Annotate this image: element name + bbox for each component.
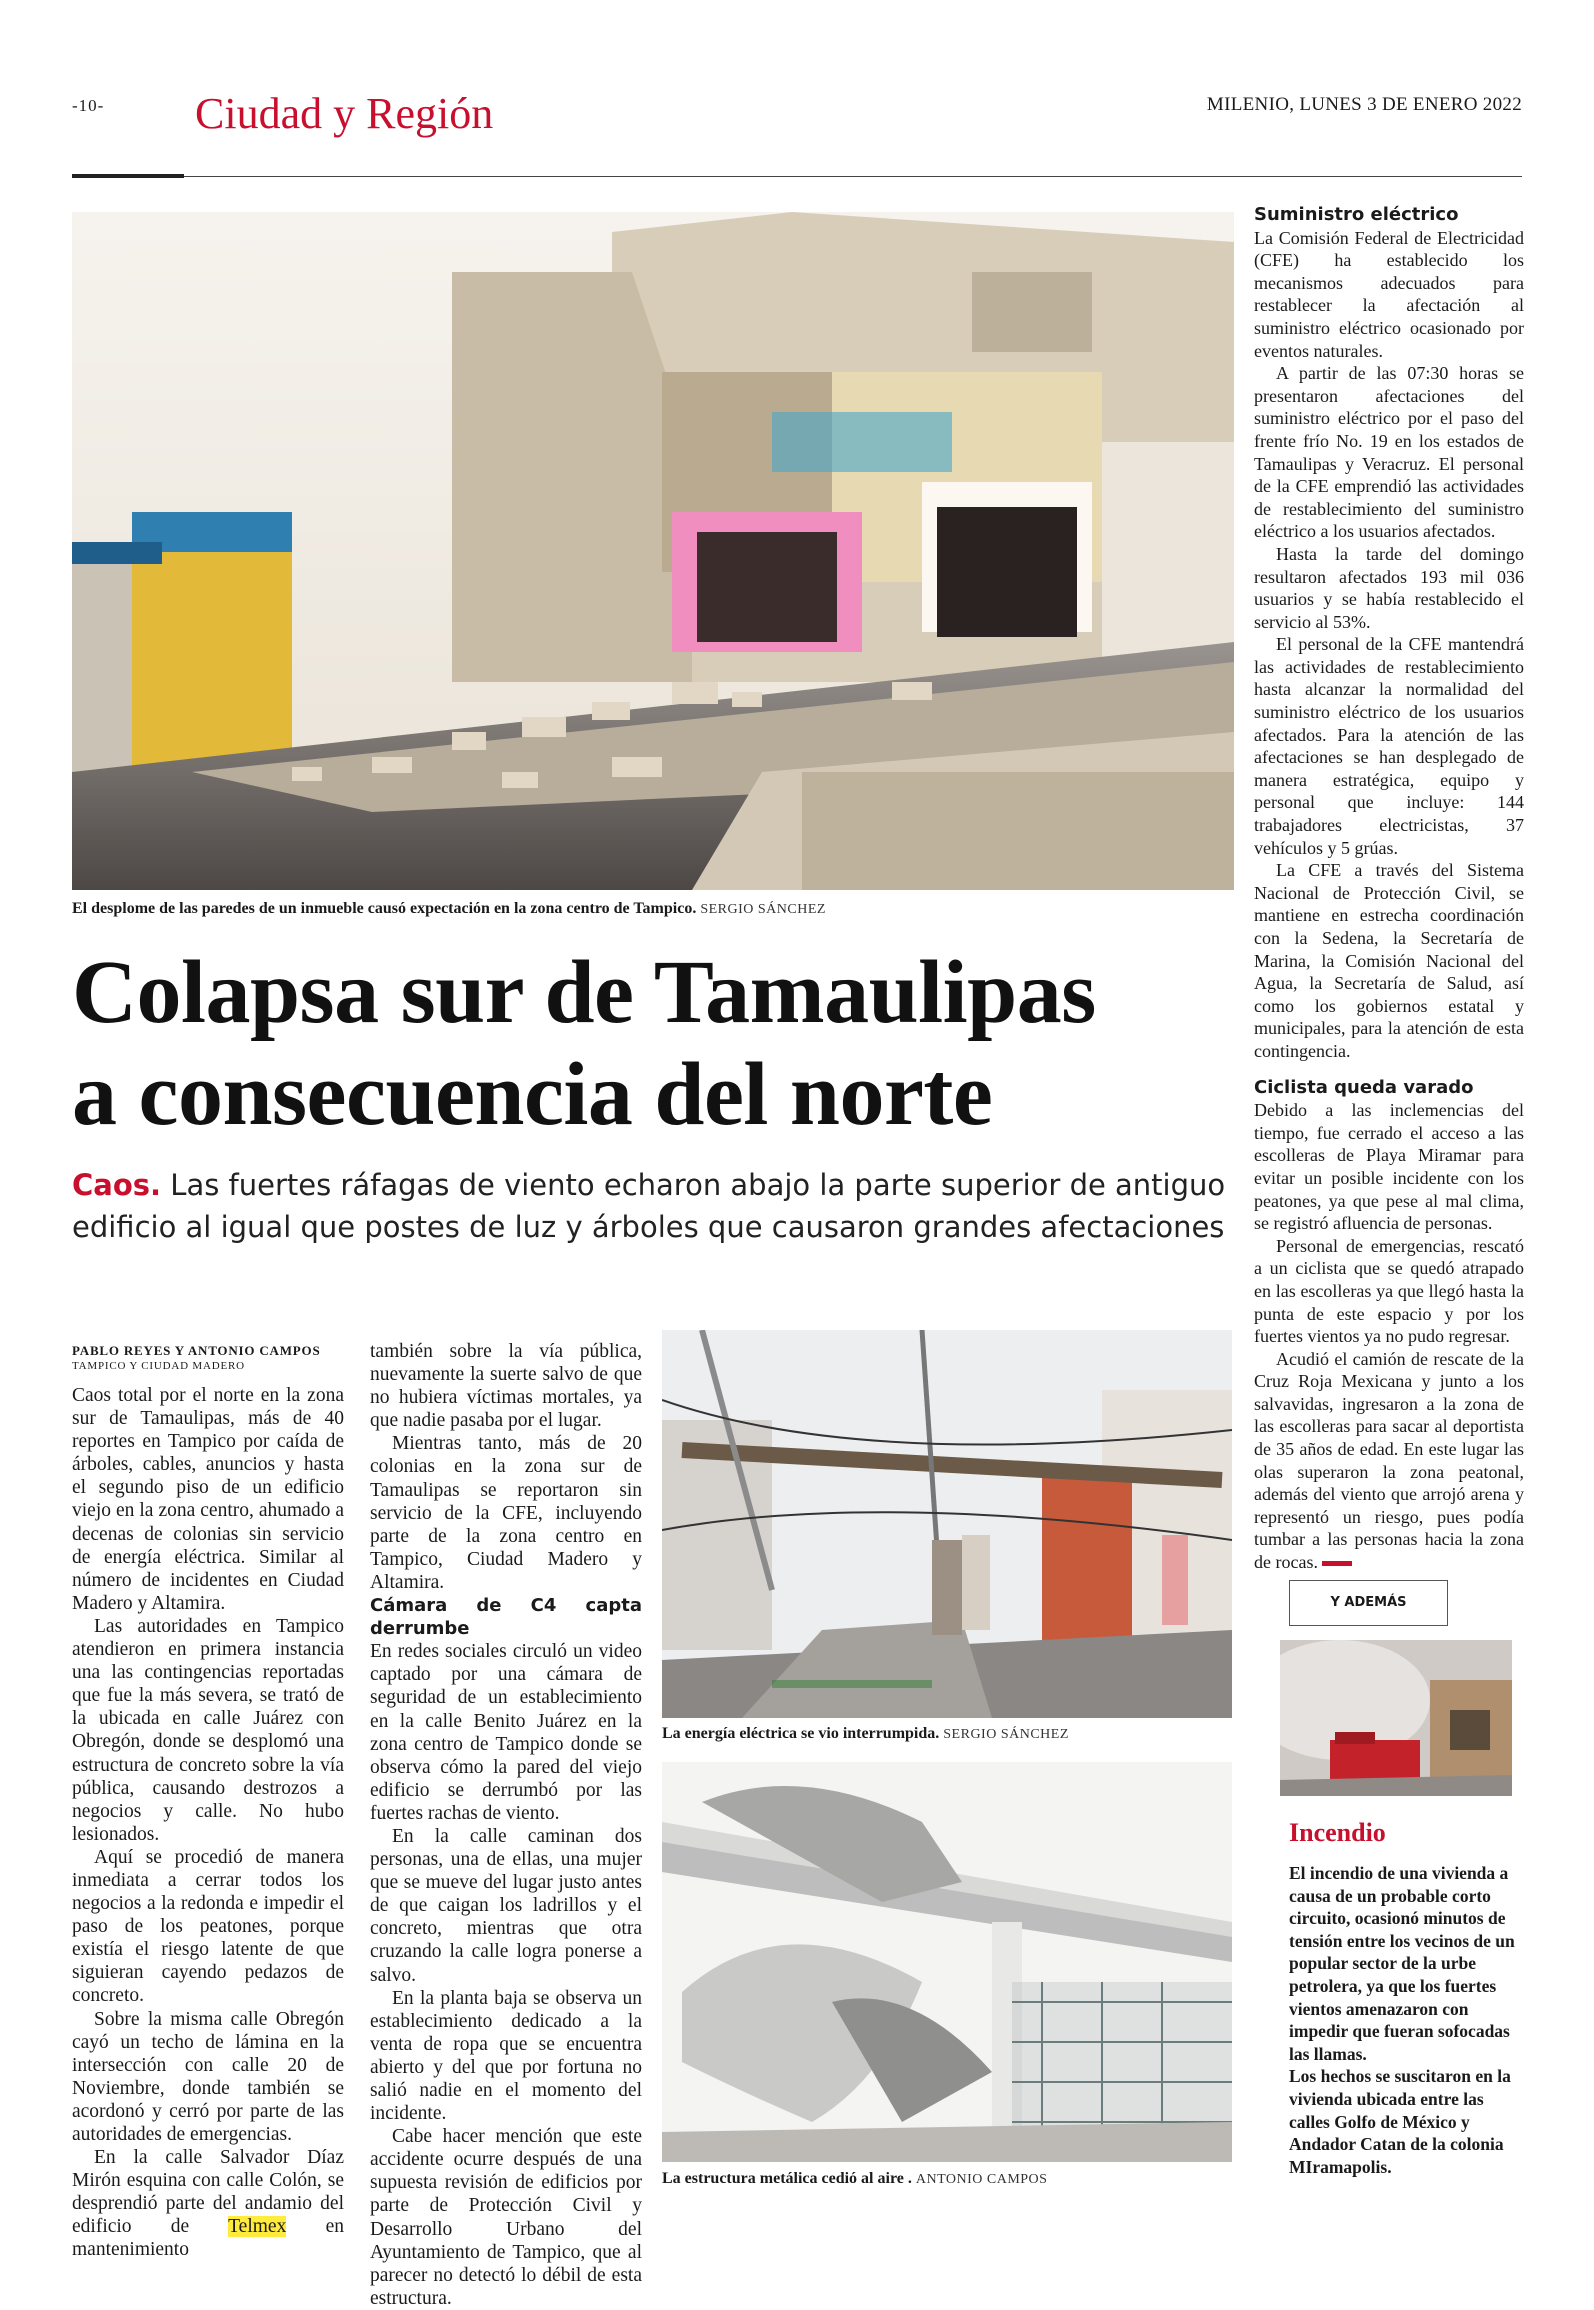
headline bbox=[72, 942, 1252, 1146]
sidebar-column bbox=[1254, 204, 1524, 1574]
paragraph: En la planta baja se observa un establecimiento dedicado a la venta de ropa que se encuentra abierto y del que por fortuna no salió nadie en el momento del incidente. bbox=[370, 1987, 642, 2125]
paragraph: Cabe hacer mención que este accidente ocurre después de una supuesta revisión de edificios por parte de Protección Civil y Desarrollo Urbano del Ayuntamiento de Tampico, que al parecer no detectó lo débil de esta estructura. bbox=[370, 2126, 642, 2309]
sidebar-subhead: Ciclista queda varado bbox=[1254, 1076, 1474, 1098]
paragraph bbox=[1254, 1348, 1524, 1574]
metal-structure-photo bbox=[662, 1762, 1232, 2162]
subhead: Cámara de C4 capta derrumbe bbox=[370, 1595, 642, 1640]
caption-text: La energía eléctrica se vio interrumpida. bbox=[662, 1725, 940, 1742]
paragraph: La Comisión Federal de Electricidad (CFE) ha establecido los mecanismos adecuados para restablecer la afectación al suministro eléctrico ocasionado por eventos naturales. bbox=[1254, 227, 1524, 361]
paragraph: En redes sociales circuló un video captado por una cámara de seguridad de un establecimiento en la calle Benito Juárez en la zona centro de Tampico donde se observa cómo la pared del viejo edificio se derrumbó por las fuertes rachas de viento. bbox=[370, 1641, 642, 1824]
paragraph: La CFE a través del Sistema Nacional de Protección Civil, se mantiene en estrecha coordinación con la Sedena, la Secretaría de Marina, la Comisión Nacional del Agua, la Secretaría de Salud, así como los gobiernos estatal y municipales, para la atención de esta contingencia. bbox=[1254, 860, 1524, 1061]
paragraph: Personal de emergencias, rescató a un ciclista que se quedó atrapado en las escolleras ya que llegó hasta la punta de este espacio y por los fuertes vientos ya no pudo regresar. bbox=[1254, 1235, 1524, 1347]
paragraph-text: En la calle Salvador Díaz Mirón esquina con calle Colón, se desprendió parte del andamio del edificio de bbox=[72, 2147, 344, 2238]
highlighted-word: Telmex bbox=[228, 2216, 287, 2238]
dek bbox=[72, 1164, 1252, 1248]
incendio-paragraph: Los hechos se suscitaron en la vivienda ubicada entre las calles Golfo de México y Andador Catan de la colonia MIramapolis. bbox=[1289, 2066, 1511, 2177]
paragraph: Aquí se procedió de manera inmediata a cerrar todos los negocios a la redonda e impedir el paso de los peatones, porque existía el riesgo latente de que siguieran cayendo pedazos de concreto. bbox=[72, 1846, 344, 2007]
dek-kicker: Caos. bbox=[72, 1168, 162, 1202]
metal-structure-caption bbox=[662, 2169, 1232, 2190]
ademas-label: Y ADEMÁS bbox=[1289, 1580, 1448, 1626]
paragraph: Caos total por el norte en la zona sur de Tamaulipas, más de 40 reportes en Tampico por caída de árboles, cables, anuncios y hasta el segundo piso de un edificio viejo en la zona centro, ahumado a decenas de colonias sin servicio de energía eléctrica. Similar al número de incidentes en Ciudad Madero y Altamira. bbox=[72, 1385, 344, 1614]
photo-credit: ANTONIO CAMPOS bbox=[915, 2172, 1048, 2187]
headline-line-2: a consecuencia del norte bbox=[72, 1045, 993, 1144]
headline-line-1: Colapsa sur de Tamaulipas bbox=[72, 943, 1096, 1042]
sidebar-subhead: Suministro eléctrico bbox=[1254, 204, 1459, 225]
paragraph: Las autoridades en Tampico atendieron en primera instancia una las contingencias reportadas que fue la más severa, se trató de la ubicada en calle Juárez con Obregón, donde se desplomó una estructura de concreto sobre la vía pública, causando destrozos a negocios y calle. No hubo lesionados. bbox=[72, 1615, 344, 1845]
byline-place: TAMPICO Y CIUDAD MADERO bbox=[72, 1360, 245, 1372]
paragraph: Debido a las inclemencias del tiempo, fue cerrado el acceso a las escolleras de Playa Miramar para evitar un posible incidente con los peatones, ya que pese al mal clima, se registró afluencia de personas. bbox=[1254, 1100, 1524, 1234]
incendio-title: Incendio bbox=[1289, 1818, 1386, 1847]
power-lines-caption bbox=[662, 1724, 1232, 1745]
paragraph bbox=[72, 2146, 344, 2261]
column-1 bbox=[72, 1384, 344, 2262]
byline-authors: PABLO REYES Y ANTONIO CAMPOS bbox=[72, 1343, 321, 1358]
incendio-text bbox=[1289, 1862, 1521, 2178]
dek-text: Las fuertes ráfagas de viento echaron abajo la parte superior de antiguo edificio al igual que postes de luz y árboles que causaron grandes afectaciones bbox=[72, 1168, 1226, 1244]
header-rule-accent bbox=[72, 174, 184, 178]
caption-text: La estructura metálica cedió al aire . bbox=[662, 2170, 912, 2187]
header-rule bbox=[72, 176, 1522, 177]
paragraph: A partir de las 07:30 horas se presentaron afectaciones del suministro eléctrico por el paso del frente frío No. 19 en los estados de Tamaulipas y Veracruz. El personal de la CFE emprendió las actividades de restablecimiento del suministro eléctrico a los usuarios afectados. bbox=[1254, 363, 1524, 542]
section-title: Ciudad y Región bbox=[195, 89, 494, 138]
dateline: MILENIO, LUNES 3 DE ENERO 2022 bbox=[1206, 94, 1522, 115]
paragraph-text: Acudió el camión de rescate de la Cruz Roja Mexicana y junto a los salvavidas, ingresaron a la zona de las escolleras para sacar al deportista de 35 años de edad. En este lugar las olas superaron la zona peatonal, además del viento que arrojó arena y representó un riesgo, pues podía tumbar a las personas hacia la zona de rocas. bbox=[1254, 1348, 1524, 1573]
paragraph: Sobre la misma calle Obregón cayó un techo de lámina en la intersección con calle 20 de Noviembre, donde también se acordonó y cerró por parte de las autoridades de emergencias. bbox=[72, 2008, 344, 2145]
paragraph: En la calle caminan dos personas, una de ellas, una mujer que se mueve del lugar justo antes de que caigan los ladrillos y el concreto, mientras que otra cruzando la calle logra ponerse a salvo. bbox=[370, 1825, 642, 1986]
end-mark bbox=[1322, 1561, 1352, 1566]
caption-text: El desplome de las paredes de un inmueble causó expectación en la zona centro de Tampico. bbox=[72, 900, 697, 917]
paragraph: El personal de la CFE mantendrá las actividades de restablecimiento hasta alcanzar la normalidad del suministro eléctrico de los usuarios afectados. Para la atención de las afectaciones se han desplegado de manera estratégica, equipo y personal que incluye: 144 trabajadores electricistas, 37 vehículos y 5 grúas. bbox=[1254, 634, 1524, 858]
paragraph: también sobre la vía pública, nuevamente la suerte salvo de que no hubiera víctimas mortales, ya que nadie pasaba por el lugar. bbox=[370, 1341, 642, 1432]
paragraph: Hasta la tarde del domingo resultaron afectados 193 mil 036 usuarios y se había restablecido el servicio al 53%. bbox=[1254, 543, 1524, 632]
fire-photo bbox=[1280, 1640, 1512, 1796]
paragraph-text: en mantenimiento bbox=[72, 2216, 344, 2261]
main-photo bbox=[72, 212, 1234, 890]
photo-credit: SERGIO SÁNCHEZ bbox=[943, 1727, 1069, 1742]
page-number: -10- bbox=[72, 96, 105, 115]
paragraph: Mientras tanto, más de 20 colonias en la zona sur de Tamaulipas se reportaron sin servicio de la CFE, incluyendo parte de la zona centro en Tampico, Ciudad Madero y Altamira. bbox=[370, 1433, 642, 1593]
incendio-paragraph: El incendio de una vivienda a causa de un probable corto circuito, ocasionó minutos de tensión entre los vecinos de un popular sector de la urbe petrolera, ya que los fuertes vientos amenazaron con impedir que fueran sofocadas las llamas. bbox=[1289, 1863, 1515, 2064]
photo-credit: SERGIO SÁNCHEZ bbox=[700, 902, 826, 917]
column-2 bbox=[370, 1340, 642, 2310]
power-lines-photo bbox=[662, 1330, 1232, 1718]
main-photo-caption bbox=[72, 899, 1234, 920]
